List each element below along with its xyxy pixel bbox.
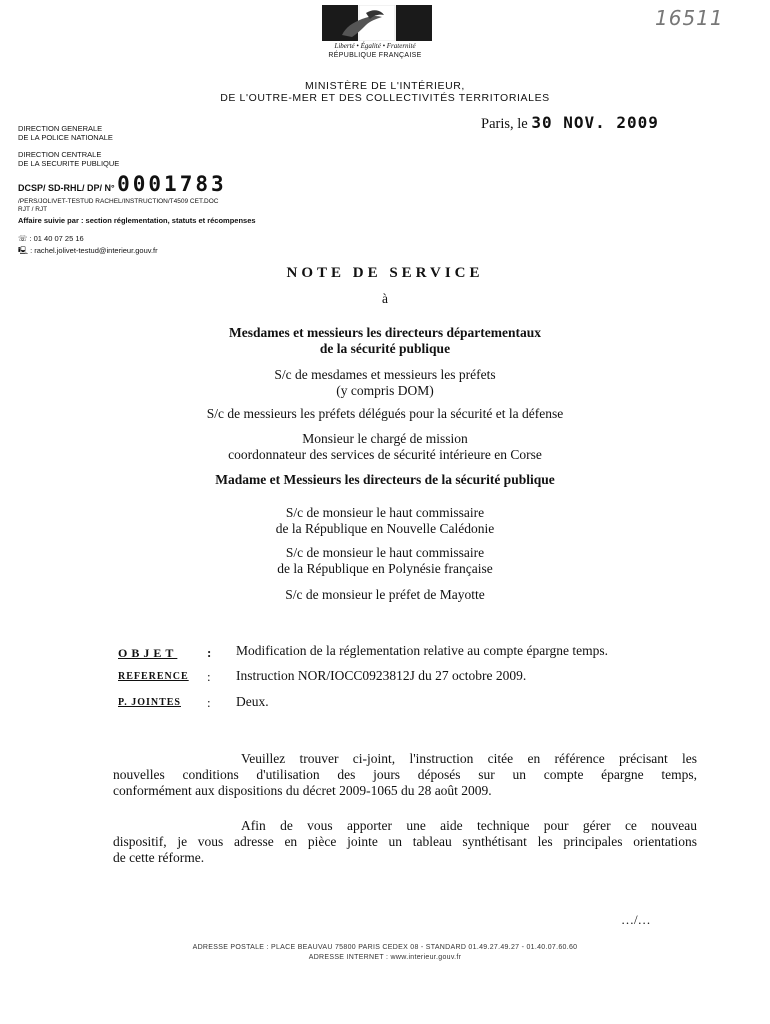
pj-label: P. JOINTES: [118, 697, 181, 708]
paragraph-1: [113, 751, 697, 799]
reference-details: [18, 198, 218, 214]
republic-label: RÉPUBLIQUE FRANÇAISE: [328, 52, 422, 59]
reference-number-line: [18, 172, 227, 196]
continuation-mark: …/…: [621, 912, 651, 927]
pj-value: Deux.: [236, 694, 269, 709]
phone-number: ☏ : 01 40 07 25 16: [18, 234, 84, 243]
paragraph-2: [113, 818, 697, 866]
followed-by: Affaire suivie par : section réglementation, statuts et récompenses: [18, 216, 256, 225]
reference-colon: :: [207, 669, 211, 684]
paragraph-1-line-3: conformément aux dispositions du décret 2009-1065 du 28 août 2009.: [113, 783, 492, 798]
paragraph-2-line-2: dispositif, je vous adresse en pièce jointe un tableau synthétisant les principales orientations: [113, 834, 697, 849]
recipient-7-line-1: S/c de monsieur le haut commissaire: [285, 545, 485, 560]
sender-line-3: DIRECTION CENTRALE: [18, 150, 102, 159]
recipient-7-line-2: de la République en Polynésie française: [277, 561, 493, 576]
objet-colon: :: [207, 645, 212, 660]
email-address: 🖳 : rachel.jolivet-testud@interieur.gouv.fr: [18, 246, 158, 255]
recipient-2-line-2: (y compris DOM): [336, 383, 434, 398]
reference-line-1: /PERS/JOLIVET-TESTUD RACHEL/INSTRUCTION/T4509 CET.DOC: [18, 198, 219, 205]
marianne-logo-icon: [322, 5, 432, 41]
paragraph-2-line-1: Afin de vous apporter une aide technique pour gérer ce nouveau: [241, 818, 697, 833]
objet-value: Modification de la réglementation relative au compte épargne temps.: [236, 643, 608, 658]
recipient-1-line-2: de la sécurité publique: [319, 341, 451, 356]
recipient-8: S/c de monsieur le préfet de Mayotte: [285, 587, 485, 602]
sender-direction-centrale: [18, 150, 119, 168]
footer-website: ADRESSE INTERNET : www.interieur.gouv.fr: [308, 954, 462, 961]
sender-line-1: DIRECTION GENERALE: [18, 124, 103, 133]
sender-line-2: DE LA POLICE NATIONALE: [18, 133, 113, 142]
reference-line-2: RJT / RJT: [18, 206, 48, 213]
reference-label: REFERENCE: [118, 671, 189, 682]
handwritten-number: 16511: [655, 6, 724, 30]
recipient-5: Madame et Messieurs les directeurs de la sécurité publique: [215, 472, 555, 487]
page-title: NOTE DE SERVICE: [286, 265, 484, 281]
footer-address: ADRESSE POSTALE : PLACE BEAUVAU 75800 PARIS CEDEX 08 - STANDARD 01.49.27.49.27 - 01.40.07.60.60: [192, 944, 578, 951]
paragraph-2-line-3: de cette réforme.: [113, 850, 205, 865]
recipient-3: S/c de messieurs les préfets délégués pour la sécurité et la défense: [206, 406, 564, 421]
ministry-line-1: MINISTÈRE DE L'INTÉRIEUR,: [305, 80, 465, 92]
date-line: [481, 113, 659, 133]
paragraph-1-line-1: Veuillez trouver ci-joint, l'instruction citée en référence précisant les: [241, 751, 697, 766]
date-stamp: 30 NOV. 2009: [531, 113, 659, 132]
recipient-6-line-2: de la République en Nouvelle Calédonie: [275, 521, 495, 536]
paragraph-1-line-2: nouvelles conditions d'utilisation des jours déposés sur un compte épargne temps,: [113, 767, 697, 782]
logo-motto: Liberté • Égalité • Fraternité: [334, 42, 416, 50]
recipient-4-line-2: coordonnateur des services de sécurité intérieure en Corse: [228, 447, 542, 462]
recipient-preposition: à: [382, 291, 388, 306]
recipient-6-line-1: S/c de monsieur le haut commissaire: [285, 505, 485, 520]
recipient-1-line-1: Mesdames et messieurs les directeurs départementaux: [228, 325, 542, 340]
reference-number: 0001783: [117, 172, 227, 196]
sender-line-4: DE LA SECURITE PUBLIQUE: [18, 159, 120, 168]
ministry-line-2: DE L'OUTRE-MER ET DES COLLECTIVITÉS TERRITORIALES: [220, 92, 550, 104]
objet-label: OBJET: [118, 646, 178, 660]
recipient-4-line-1: Monsieur le chargé de mission: [302, 431, 468, 446]
pj-colon: :: [207, 695, 211, 710]
reference-prefix: DCSP/ SD-RHL/ DP/ N°: [18, 183, 115, 193]
recipient-2-line-1: S/c de mesdames et messieurs les préfets: [274, 367, 496, 382]
sender-direction-generale: [18, 124, 113, 142]
reference-value: Instruction NOR/IOCC0923812J du 27 octobre 2009.: [236, 668, 527, 683]
date-prefix: Paris, le: [481, 116, 528, 132]
